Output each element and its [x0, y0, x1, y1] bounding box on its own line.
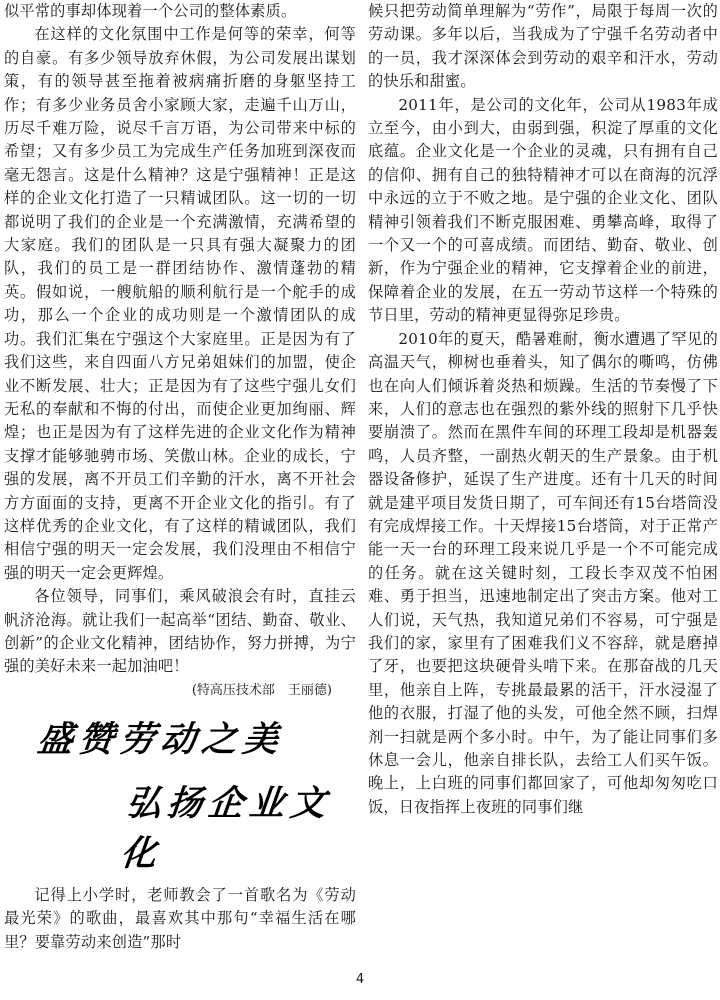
- article2-paragraph-2011: 2011年，是公司的文化年，公司从1983年成立至今，由小到大，由弱到强，积淀了厚重的文化底蕴。企业文化是一个企业的灵魂，只有拥有自己的信仰、拥有自己的独特精神才可以在商海的沉浮中永远的立于不败之地。是宁强的企业文化、团队精神引领着我们不断克服困难、勇攀高峰，取得了一个又一个的可喜成绩。而团结、勤奋、敬业、创新，作为宁强企业的精神，它支撑着企业的前进，保障着企业的发展，在五一劳动节这样一个特殊的节日里，劳动的精神更显得弥足珍贵。: [368, 95, 718, 325]
- article2-headline-line2: 弘扬企业文化: [118, 782, 334, 874]
- signature-row: [4, 679, 356, 698]
- page-number: 4: [355, 972, 365, 987]
- article1-paragraph-3: 各位领导，同事们，乘风破浪会有时，直挂云帆济沧海。就让我们一起高举“团结、勤奋、敬业、创新”的企业文化精神，团结协作，努力拼搏，为宁强的美好未来一起加油吧！: [4, 587, 356, 676]
- author-signature: (特高压技术部 王丽德): [191, 682, 332, 698]
- article1-paragraph-2: 在这样的文化氛围中工作是何等的荣幸，何等的自豪。有多少领导放弃休假，为公司发展出谋划策，有的领导甚至拖着被病痛折磨的身躯坚持工作；有多少业务员舍小家顾大家，走遍千山万山，历尽千难万险，说尽千言万语，为公司带来中标的希望；又有多少员工为完成生产任务加班到深夜而毫无怨言。这是什么精神？这是宁强精神！正是这样的企业文化打造了一只精诚团队。这一切的一切都说明了我们的企业是一个充满激情，充满希望的大家庭。我们的团队是一只具有强大凝聚力的团队，我们的员工是一群团结协作、激情蓬勃的精英。假如说，一艘航船的顺利航行是一个舵手的成功，那么一个企业的成功则是一个激情团队的成功。我们汇集在宁强这个大家庭里。正是因为有了我们这些，来自四面八方兄弟姐妹们的加盟，使企业不断发展、壮大；正是因为有了这些宁强儿女们无私的奉献和不悔的付出，而使企业更加绚丽、辉煌；也正是因为有了这样先进的企业文化作为精神支撑才能够驰骋市场、笑傲山林。企业的成长，宁强的发展，离不开员工们辛勤的汗水，离不开社会方方面面的支持，更离不开企业文化的指引。有了这样优秀的企业文化，有了这样的精诚团队，我们相信宁强的明天一定会发展，我们没理由不相信宁强的明天一定会更辉煌。: [4, 25, 356, 582]
- article2-intro-paragraph: 记得上小学时，老师教会了一首歌名为《劳动最光荣》的歌曲，最喜欢其中那句“幸福生活在哪里？要靠劳动来创造”那时: [4, 885, 356, 951]
- article2-headline-line1: 盛赞劳动之美: [35, 718, 286, 760]
- article2-paragraph-continued: 候只把劳动简单理解为“劳作”，局限于每周一次的劳动课。多年以后，当我成为了宁强千名劳动者中的一员，我才深深体会到劳动的艰辛和汗水，劳动的快乐和甜蜜。: [368, 2, 718, 91]
- article2-paragraph-2010: 2010年的夏天，酷暑难耐，衡水遭遇了罕见的高温天气，柳树也垂着头，知了偶尔的嘶鸣，仿佛也在向人们倾诉着炎热和烦躁。生活的节奏慢了下来，人们的意志也在强烈的紫外线的照射下几乎快要崩溃了。然而在黑件车间的环理工段却是机器轰鸣，人员齐整，一副热火朝天的生产景象。由于机器设备修护，延误了生产进度。还有十几天的时间就是建平项目发货日期了，可车间还有15台塔筒没有完成焊接工作。十天焊接15台塔筒，对于正常产能一天一台的环理工段来说几乎是一个不可能完成的任务。就在这关键时刻，工段长李双茂不怕困难、勇于担当，迅速地制定出了突击方案。他对工人们说，天气热，我知道兄弟们不容易，可宁强是我们的家，家里有了困难我们义不容辞，就是磨掉了牙，也要把这块硬骨头啃下来。在那奋战的几天里，他亲自上阵，专挑最最累的活干，汗水浸湿了他的衣服，打湿了他的头发，可他全然不顾，扫焊剂一扫就是两个多小时。中午，为了能让同事们多休息一会儿，他亲自排长队，去给工人们买午饭。晚上，上白班的同事们都回家了，可他却匆匆吃口饭，日夜指挥上夜班的同事们继: [368, 329, 718, 816]
- right-column: [368, 0, 718, 819]
- left-column: [4, 0, 356, 954]
- article1-paragraph-1: 似平常的事却体现着一个公司的整体素质。: [4, 2, 297, 20]
